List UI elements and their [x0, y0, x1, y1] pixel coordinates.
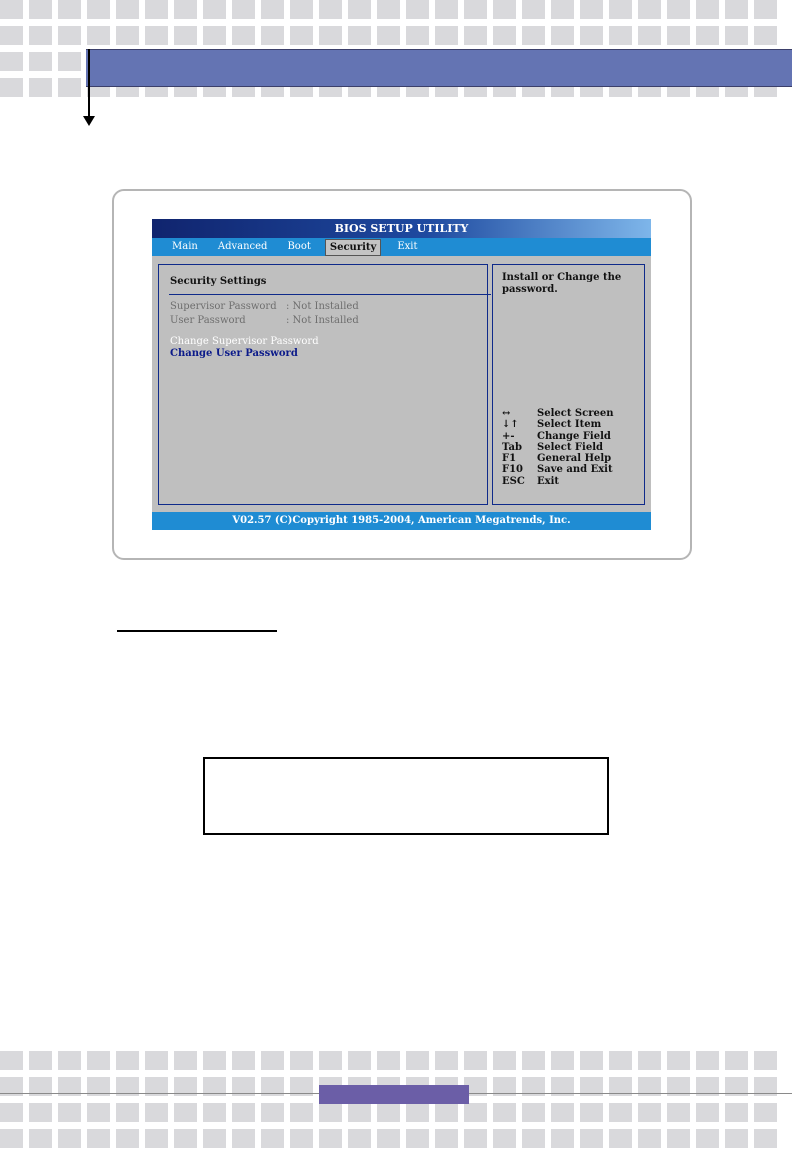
decor-tile [348, 26, 371, 45]
decor-tile [638, 1129, 661, 1148]
decor-tile [696, 1129, 719, 1148]
decor-tile [580, 0, 603, 19]
decor-tile [696, 26, 719, 45]
key-row [502, 408, 614, 419]
decor-tile [377, 1051, 400, 1070]
key-desc: Exit [537, 475, 560, 487]
decor-tile [232, 26, 255, 45]
decor-tile [145, 1103, 168, 1122]
key-name: ↓↑ [502, 419, 519, 431]
decor-tile [754, 1103, 777, 1122]
key-name: Tab [502, 441, 522, 453]
decor-tile [319, 1129, 342, 1148]
decor-tile [116, 26, 139, 45]
decor-tile [261, 0, 284, 19]
decor-tile [174, 0, 197, 19]
bios-footer: V02.57 (C)Copyright 1985-2004, American Megatrends, Inc. [152, 512, 651, 530]
decor-tile [377, 0, 400, 19]
decor-tile [290, 1129, 313, 1148]
decor-tile [377, 26, 400, 45]
bios-menu-bar [152, 238, 651, 256]
key-row [502, 431, 614, 442]
status-label: Supervisor Password [170, 301, 277, 312]
decor-tile [29, 1103, 52, 1122]
tab-advanced[interactable]: Advanced [217, 241, 268, 252]
decor-tile [464, 26, 487, 45]
decor-tile [754, 26, 777, 45]
header-arrow-line [88, 49, 90, 119]
decor-tile [174, 1103, 197, 1122]
decor-tile [551, 1129, 574, 1148]
decor-tile [638, 0, 661, 19]
decor-tile [609, 0, 632, 19]
decor-tile [493, 1051, 516, 1070]
decor-tile [406, 1129, 429, 1148]
help-text: Install or Change the password. [502, 272, 622, 295]
decor-tile [0, 78, 23, 97]
status-value: : Not Installed [286, 315, 359, 326]
decor-tile [58, 1129, 81, 1148]
decor-tile [522, 0, 545, 19]
decor-tile [696, 0, 719, 19]
decor-tile [609, 1129, 632, 1148]
decor-tile [29, 0, 52, 19]
decor-tile [116, 1103, 139, 1122]
decor-tile [58, 52, 81, 71]
key-name: F1 [502, 453, 517, 465]
decor-tile [609, 26, 632, 45]
chapter-header-bar [86, 49, 792, 87]
decor-tile [580, 1129, 603, 1148]
decor-tile [725, 1103, 748, 1122]
decor-tile [116, 1051, 139, 1070]
decor-tile [551, 1051, 574, 1070]
tab-exit[interactable]: Exit [397, 241, 418, 252]
decor-tile [435, 1129, 458, 1148]
decor-tile [174, 26, 197, 45]
decor-tile [174, 1051, 197, 1070]
decor-tile [638, 1051, 661, 1070]
decor-tile [261, 1129, 284, 1148]
decor-tile [261, 1103, 284, 1122]
decor-tile [435, 0, 458, 19]
key-desc: Select Screen [537, 408, 614, 419]
supervisor-password-status [170, 301, 359, 312]
decor-tile [203, 1129, 226, 1148]
decor-tile [87, 1129, 110, 1148]
decor-tile [116, 1129, 139, 1148]
decor-tile [232, 1051, 255, 1070]
decor-tile [551, 26, 574, 45]
key-desc: Change Field [537, 430, 611, 442]
decor-tile [319, 1051, 342, 1070]
change-user-password-option[interactable]: Change User Password [170, 348, 298, 359]
decor-tile [667, 26, 690, 45]
decor-tile [406, 26, 429, 45]
section-title: Security Settings [170, 276, 267, 287]
settings-panel [158, 264, 488, 505]
key-desc: Select Item [537, 419, 602, 431]
tab-security[interactable]: Security [325, 239, 381, 256]
decor-tile [551, 0, 574, 19]
decor-tile [377, 1129, 400, 1148]
decor-tile [522, 1051, 545, 1070]
key-row [502, 453, 614, 464]
decor-tile [754, 1051, 777, 1070]
bios-screen [152, 219, 651, 530]
help-panel [492, 264, 645, 505]
decor-tile [116, 0, 139, 19]
change-supervisor-password-option[interactable]: Change Supervisor Password [170, 336, 319, 347]
decor-tile [29, 1129, 52, 1148]
user-password-status [170, 315, 359, 326]
decor-tile [145, 0, 168, 19]
down-arrow-icon [83, 116, 95, 126]
bios-title: BIOS SETUP UTILITY [152, 219, 651, 238]
decor-tile [638, 1103, 661, 1122]
decor-tile [667, 0, 690, 19]
key-desc: Select Field [537, 441, 603, 453]
key-row [502, 419, 614, 430]
decor-tile [754, 1129, 777, 1148]
section-divider [169, 294, 491, 295]
decor-tile [290, 1051, 313, 1070]
decor-tile [203, 1103, 226, 1122]
key-desc: General Help [537, 453, 612, 465]
decor-tile [0, 0, 23, 19]
decor-tile [696, 1051, 719, 1070]
decor-tile [348, 1051, 371, 1070]
decor-tile [580, 1051, 603, 1070]
decor-tile [145, 1051, 168, 1070]
decor-tile [261, 26, 284, 45]
decor-tile [406, 0, 429, 19]
status-value: : Not Installed [286, 301, 359, 312]
tab-main[interactable]: Main [172, 241, 198, 252]
key-name: +- [502, 430, 515, 442]
decor-tile [435, 1051, 458, 1070]
decor-tile [522, 26, 545, 45]
decor-tile [29, 78, 52, 97]
decor-tile [638, 26, 661, 45]
decor-tile [232, 1103, 255, 1122]
key-legend [502, 408, 614, 487]
decor-tile [609, 1051, 632, 1070]
decor-tile [348, 1129, 371, 1148]
decor-tile [58, 0, 81, 19]
decor-tile [609, 1103, 632, 1122]
decor-tile [580, 1103, 603, 1122]
decor-tile [87, 1103, 110, 1122]
decor-tile [406, 1103, 429, 1122]
decor-tile [667, 1051, 690, 1070]
decor-tile [58, 1103, 81, 1122]
decor-tile [203, 26, 226, 45]
decor-tile [29, 1051, 52, 1070]
decor-tile [551, 1103, 574, 1122]
decor-tile [203, 1051, 226, 1070]
decor-tile [87, 0, 110, 19]
decor-tile [464, 1129, 487, 1148]
heading-underline [117, 630, 277, 632]
decor-tile [493, 1103, 516, 1122]
decor-tile [290, 0, 313, 19]
decor-tile [0, 26, 23, 45]
decor-tile [0, 1129, 23, 1148]
key-name: ↔ [502, 408, 511, 419]
decor-tile [58, 1051, 81, 1070]
decor-tile [87, 26, 110, 45]
decor-tile [203, 0, 226, 19]
decor-tile [261, 1051, 284, 1070]
key-name: F10 [502, 464, 524, 476]
decor-tile [696, 1103, 719, 1122]
decor-tile [145, 26, 168, 45]
decor-tile [435, 1103, 458, 1122]
decor-tile [493, 26, 516, 45]
decor-tile [0, 1103, 23, 1122]
decor-tile [319, 0, 342, 19]
decor-tile [319, 1103, 342, 1122]
key-name: ESC [502, 475, 525, 487]
decor-tile [580, 26, 603, 45]
decor-tile [319, 26, 342, 45]
decor-tile [493, 0, 516, 19]
decor-tile [232, 0, 255, 19]
decor-tile [464, 0, 487, 19]
key-desc: Save and Exit [537, 464, 613, 476]
decor-tile [58, 78, 81, 97]
decor-tile [522, 1129, 545, 1148]
decor-tile [174, 1129, 197, 1148]
tab-boot[interactable]: Boot [287, 241, 311, 252]
decor-tile [667, 1103, 690, 1122]
decor-tile [464, 1051, 487, 1070]
decor-tile [725, 26, 748, 45]
decor-tile [232, 1129, 255, 1148]
decor-tile [754, 0, 777, 19]
decor-tile [377, 1103, 400, 1122]
decor-tile [725, 1051, 748, 1070]
decor-tile [348, 0, 371, 19]
decor-tile [290, 1103, 313, 1122]
decor-tile [145, 1129, 168, 1148]
decor-tile [435, 26, 458, 45]
note-box [203, 757, 609, 835]
decor-tile [58, 26, 81, 45]
decor-tile [0, 52, 23, 71]
page-number-bar [319, 1085, 469, 1104]
decor-tile [29, 26, 52, 45]
decor-tile [29, 52, 52, 71]
decor-tile [493, 1129, 516, 1148]
key-row [502, 442, 614, 453]
decor-tile [522, 1103, 545, 1122]
key-row [502, 476, 614, 487]
decor-tile [464, 1103, 487, 1122]
decor-tile [0, 1051, 23, 1070]
decor-tile [290, 26, 313, 45]
key-row [502, 464, 614, 475]
status-label: User Password [170, 315, 246, 326]
decor-tile [406, 1051, 429, 1070]
decor-tile [348, 1103, 371, 1122]
decor-tile [725, 0, 748, 19]
decor-tile [87, 1051, 110, 1070]
decor-tile [667, 1129, 690, 1148]
decor-tile [725, 1129, 748, 1148]
